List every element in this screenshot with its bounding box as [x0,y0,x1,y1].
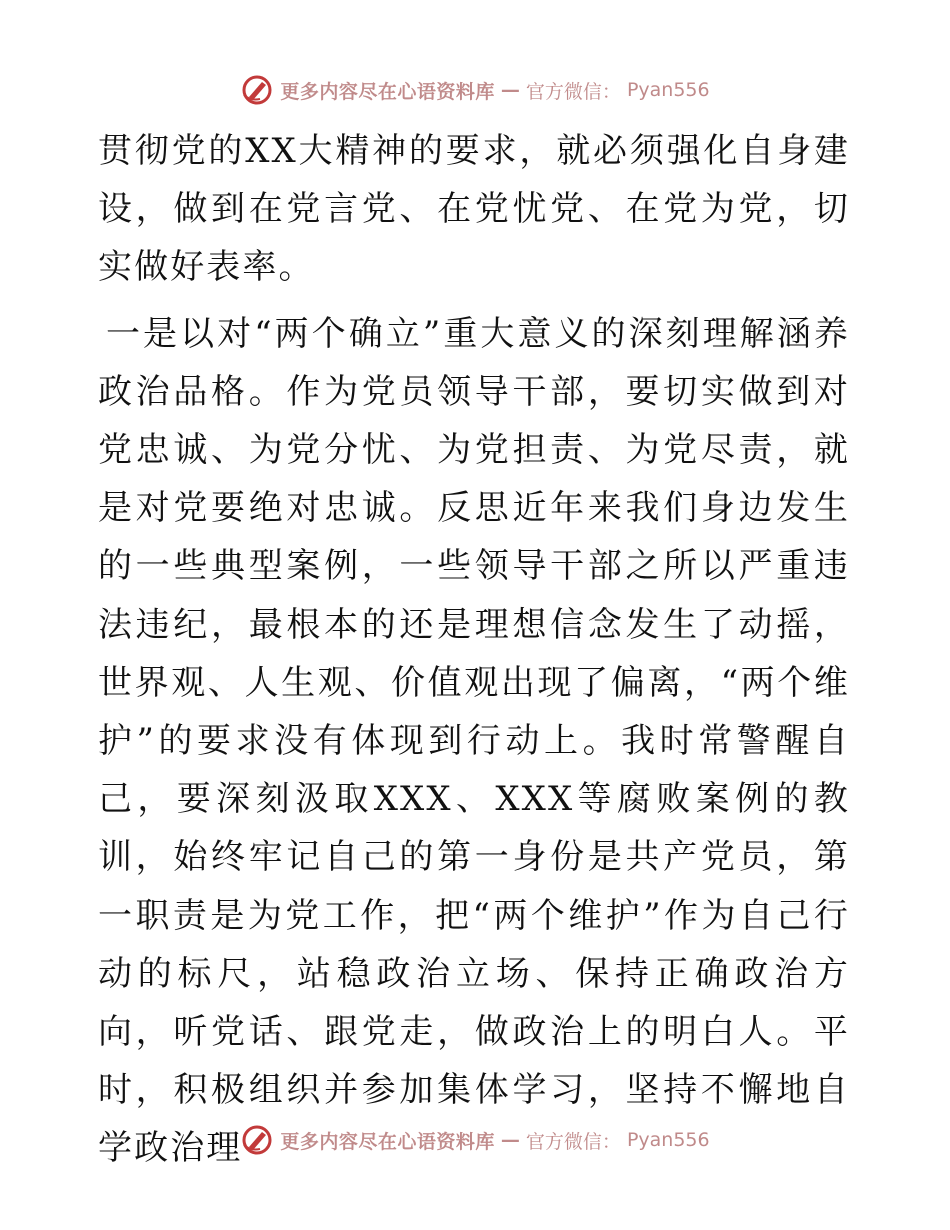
watermark-wechat-id: Pyan556 [626,1129,710,1151]
header-watermark [0,70,950,110]
watermark-dash: — [500,1129,520,1151]
paragraph-2: 一是以对“两个确立”重大意义的深刻理解涵养政治品格。作为党员领导干部，要切实做到对党忠诚、为党分忧、为党担责、为党尽责，就是对党要绝对忠诚。反思近年来我们身边发生的一些典型案例，一些领导干部之所以严重违法违纪，最根本的还是理想信念发生了动摇，世界观、人生观、价值观出现了偏离，“两个维护”的要求没有体现到行动上。我时常警醒自己，要深刻汲取XXX、XXX等腐败案例的教训，始终牢记自己的第一身份是共产党员，第一职责是为党工作，把“两个维护”作为自己行动的标尺，站稳政治立场、保持正确政治方向，听党话、跟党走，做政治上的明白人。平时，积极组织并参加集体学习，坚持不懈地自学政治理 [98,313,850,1169]
watermark-dash: — [500,79,520,101]
watermark-official: 官方微信： [525,80,621,103]
watermark-brand: 更多内容尽在心语资料库 [280,1130,495,1153]
pen-circle-logo-icon [240,1123,274,1157]
document-body [98,122,850,1178]
watermark-wechat-id: Pyan556 [626,79,710,101]
paragraph-1: 贯彻党的XX大精神的要求，就必须强化自身建设，做到在党言党、在党忧党、在党为党，切实做好表率。 [98,131,850,288]
watermark-brand: 更多内容尽在心语资料库 [280,80,495,103]
pen-circle-logo-icon [240,73,274,107]
watermark-official: 官方微信： [525,1130,621,1153]
footer-watermark [0,1120,950,1160]
